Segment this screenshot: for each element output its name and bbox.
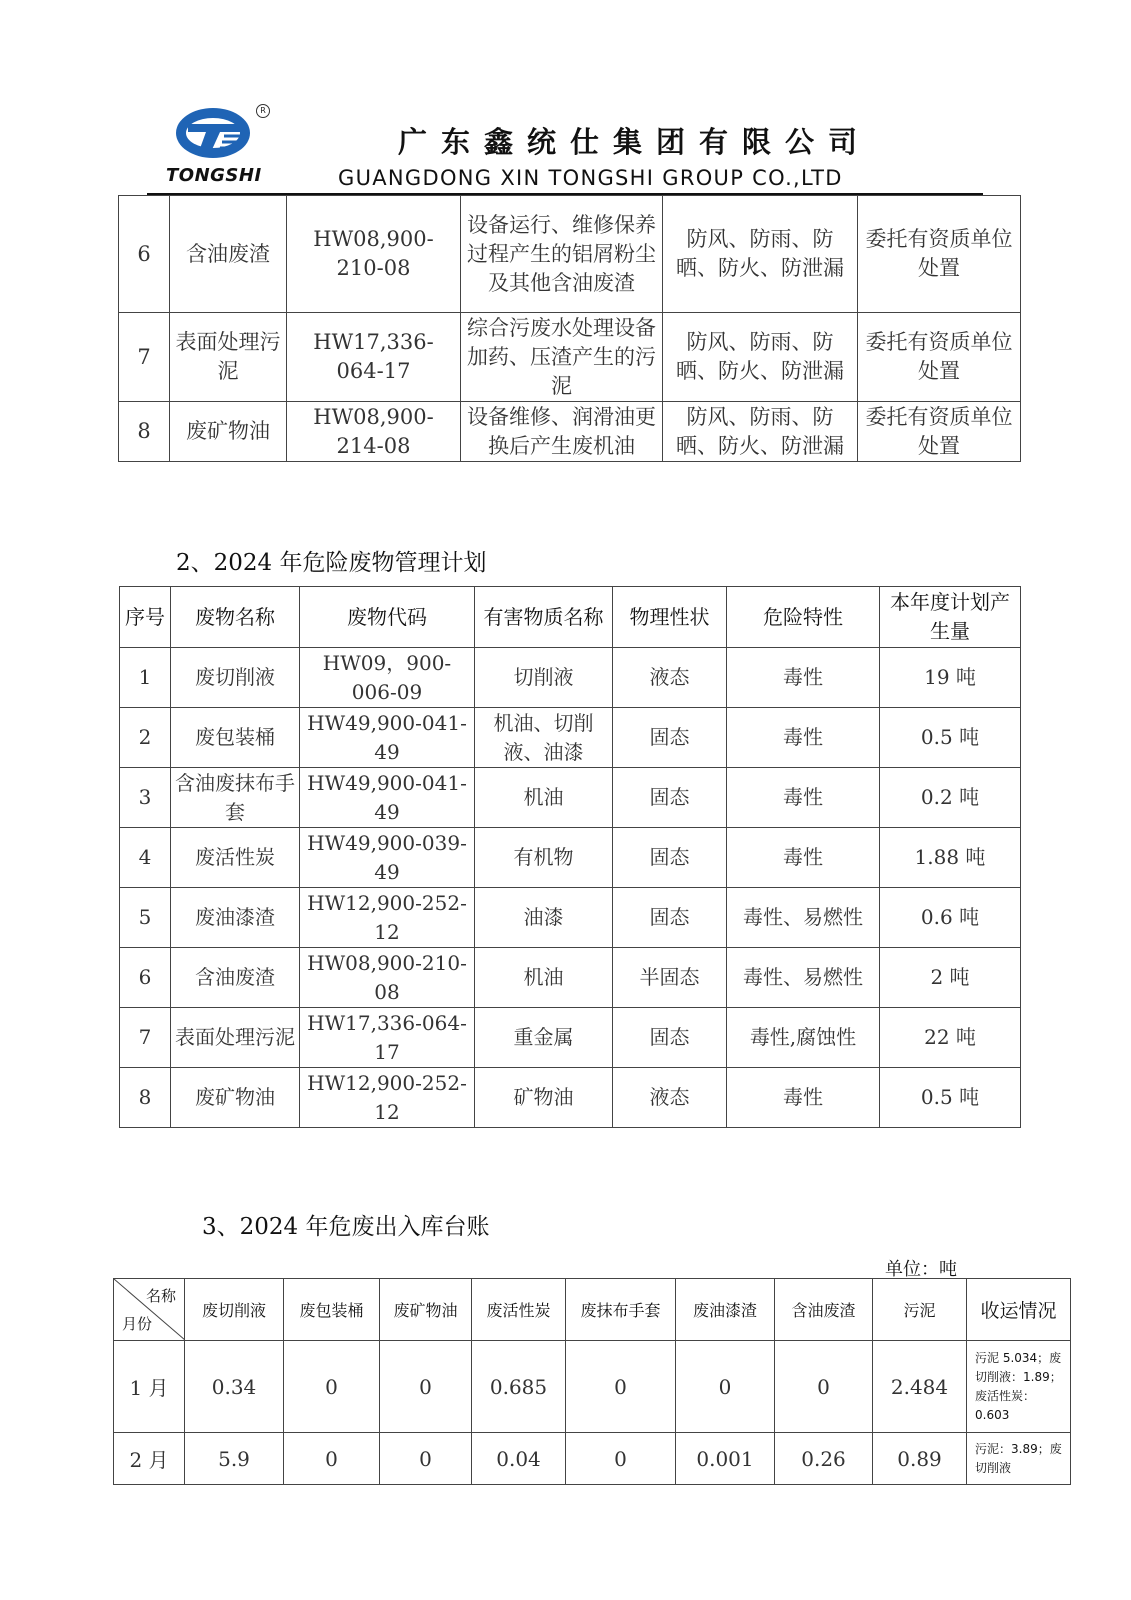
- table-row: [120, 1068, 1021, 1128]
- corner-label-month: 月份: [122, 1315, 153, 1333]
- physical-state: 固态: [613, 828, 727, 888]
- hazard-property: 毒性、易燃性: [727, 888, 880, 948]
- row-number: 7: [120, 1008, 171, 1068]
- col-header: 有害物质名称: [475, 587, 613, 648]
- col-header: 收运情况: [967, 1279, 1071, 1341]
- planned-amount: 1.88 吨: [880, 828, 1021, 888]
- col-header: 废油漆渣: [676, 1279, 775, 1341]
- waste-name: 废包装桶: [171, 708, 300, 768]
- unit-label: 单位：吨: [885, 1259, 957, 1280]
- registered-mark: R: [256, 104, 270, 118]
- hazard-property: 毒性: [727, 1068, 880, 1128]
- row-number: 3: [120, 768, 171, 828]
- table-row: [120, 948, 1021, 1008]
- amount-cell: 0.001: [676, 1433, 775, 1485]
- disposal-method: 委托有资质单位处置: [858, 196, 1021, 313]
- waste-code: HW17,336-064-17: [287, 313, 461, 402]
- table-row: [119, 313, 1021, 402]
- table-row: [120, 828, 1021, 888]
- section-2-title: 2、2024 年危险废物管理计划: [176, 550, 487, 576]
- planned-amount: 0.2 吨: [880, 768, 1021, 828]
- row-number: 6: [119, 196, 170, 313]
- waste-name: 表面处理污泥: [171, 1008, 300, 1068]
- hazardous-substance: 重金属: [475, 1008, 613, 1068]
- col-header: 本年度计划产生量: [880, 587, 1021, 648]
- waste-name: 废切削液: [171, 648, 300, 708]
- table-row: [120, 1008, 1021, 1068]
- disposal-method: 委托有资质单位处置: [858, 402, 1021, 462]
- amount-cell: 0.685: [472, 1341, 566, 1433]
- waste-code: HW12,900-252-12: [300, 1068, 475, 1128]
- amount-cell: 0: [775, 1341, 873, 1433]
- hazard-property: 毒性、易燃性: [727, 948, 880, 1008]
- hazardous-substance: 切削液: [475, 648, 613, 708]
- table-row: [114, 1433, 1071, 1485]
- row-number: 2: [120, 708, 171, 768]
- col-header: 废抹布手套: [566, 1279, 676, 1341]
- planned-amount: 0.6 吨: [880, 888, 1021, 948]
- table-row: [119, 402, 1021, 462]
- storage-measures: 防风、防雨、防晒、防火、防泄漏: [663, 313, 858, 402]
- table-row: [119, 196, 1021, 313]
- planned-amount: 22 吨: [880, 1008, 1021, 1068]
- amount-cell: 0.04: [472, 1433, 566, 1485]
- table-row: [120, 768, 1021, 828]
- brand-name: TONGSHI: [166, 165, 262, 186]
- amount-cell: 0.34: [185, 1341, 284, 1433]
- col-header: 废物代码: [300, 587, 475, 648]
- waste-code: HW49,900-041-49: [300, 708, 475, 768]
- collection-note: 污泥：3.89；废切削液: [967, 1433, 1071, 1485]
- amount-cell: 0: [284, 1433, 380, 1485]
- hazard-property: 毒性,腐蚀性: [727, 1008, 880, 1068]
- hazard-property: 毒性: [727, 828, 880, 888]
- row-number: 8: [120, 1068, 171, 1128]
- waste-name: 废活性炭: [171, 828, 300, 888]
- disposal-method: 委托有资质单位处置: [858, 313, 1021, 402]
- physical-state: 半固态: [613, 948, 727, 1008]
- waste-code: HW09，900-006-09: [300, 648, 475, 708]
- collection-note: 污泥 5.034；废切削液：1.89；废活性炭：0.603: [967, 1341, 1071, 1433]
- inventory-ledger-table: [113, 1278, 1071, 1485]
- amount-cell: 0: [566, 1341, 676, 1433]
- waste-name: 含油废抹布手套: [171, 768, 300, 828]
- hazard-property: 毒性: [727, 708, 880, 768]
- row-number: 6: [120, 948, 171, 1008]
- col-header: 废活性炭: [472, 1279, 566, 1341]
- row-number: 4: [120, 828, 171, 888]
- waste-name: 废油漆渣: [171, 888, 300, 948]
- physical-state: 固态: [613, 708, 727, 768]
- planned-amount: 0.5 吨: [880, 708, 1021, 768]
- col-header: 废矿物油: [380, 1279, 472, 1341]
- hazardous-substance: 机油: [475, 768, 613, 828]
- waste-code: HW08,900-210-08: [287, 196, 461, 313]
- amount-cell: 0.26: [775, 1433, 873, 1485]
- table-row: [120, 888, 1021, 948]
- waste-name: 废矿物油: [170, 402, 287, 462]
- waste-code: HW49,900-039-49: [300, 828, 475, 888]
- waste-name: 废矿物油: [171, 1068, 300, 1128]
- hazardous-substance: 机油、切削液、油漆: [475, 708, 613, 768]
- company-name-en: GUANGDONG XIN TONGSHI GROUP CO.,LTD: [338, 166, 843, 190]
- col-header: 含油废渣: [775, 1279, 873, 1341]
- waste-name: 含油废渣: [170, 196, 287, 313]
- planned-amount: 19 吨: [880, 648, 1021, 708]
- row-number: 1: [120, 648, 171, 708]
- col-header: 序号: [120, 587, 171, 648]
- section-3-title: 3、2024 年危废出入库台账: [202, 1214, 490, 1240]
- hazard-property: 毒性: [727, 648, 880, 708]
- waste-name: 含油废渣: [171, 948, 300, 1008]
- waste-source: 设备运行、维修保养过程产生的铝屑粉尘及其他含油废渣: [461, 196, 663, 313]
- planned-amount: 2 吨: [880, 948, 1021, 1008]
- waste-code: HW49,900-041-49: [300, 768, 475, 828]
- corner-label-name: 名称: [145, 1287, 176, 1305]
- row-number: 5: [120, 888, 171, 948]
- amount-cell: 0: [380, 1433, 472, 1485]
- col-header: 危险特性: [727, 587, 880, 648]
- hazardous-substance: 机油: [475, 948, 613, 1008]
- waste-code: HW17,336-064-17: [300, 1008, 475, 1068]
- waste-source-table: [118, 195, 1021, 462]
- physical-state: 固态: [613, 888, 727, 948]
- col-header: 污泥: [873, 1279, 967, 1341]
- waste-code: HW08,900-210-08: [300, 948, 475, 1008]
- table-header-row: [114, 1279, 1071, 1341]
- physical-state: 液态: [613, 648, 727, 708]
- table-row: [120, 648, 1021, 708]
- waste-source: 设备维修、润滑油更换后产生废机油: [461, 402, 663, 462]
- col-header: 废包装桶: [284, 1279, 380, 1341]
- amount-cell: 0: [284, 1341, 380, 1433]
- hazard-property: 毒性: [727, 768, 880, 828]
- hazardous-substance: 有机物: [475, 828, 613, 888]
- amount-cell: 2.484: [873, 1341, 967, 1433]
- row-number: 7: [119, 313, 170, 402]
- month-cell: 1 月: [114, 1341, 185, 1433]
- amount-cell: 0: [380, 1341, 472, 1433]
- amount-cell: 0.89: [873, 1433, 967, 1485]
- col-header: 物理性状: [613, 587, 727, 648]
- waste-code: HW12,900-252-12: [300, 888, 475, 948]
- amount-cell: 0: [676, 1341, 775, 1433]
- month-cell: 2 月: [114, 1433, 185, 1485]
- planned-amount: 0.5 吨: [880, 1068, 1021, 1128]
- waste-plan-table: [119, 586, 1021, 1128]
- hazardous-substance: 油漆: [475, 888, 613, 948]
- hazardous-substance: 矿物油: [475, 1068, 613, 1128]
- company-name-cn: 广东鑫统仕集团有限公司: [398, 125, 872, 159]
- storage-measures: 防风、防雨、防晒、防火、防泄漏: [663, 402, 858, 462]
- waste-code: HW08,900-214-08: [287, 402, 461, 462]
- physical-state: 固态: [613, 768, 727, 828]
- waste-name: 表面处理污泥: [170, 313, 287, 402]
- amount-cell: 0: [566, 1433, 676, 1485]
- corner-header: [114, 1279, 185, 1341]
- table-row: [114, 1341, 1071, 1433]
- table-row: [120, 708, 1021, 768]
- storage-measures: 防风、防雨、防晒、防火、防泄漏: [663, 196, 858, 313]
- physical-state: 固态: [613, 1008, 727, 1068]
- col-header: 废切削液: [185, 1279, 284, 1341]
- waste-source: 综合污废水处理设备加药、压渣产生的污泥: [461, 313, 663, 402]
- physical-state: 液态: [613, 1068, 727, 1128]
- col-header: 废物名称: [171, 587, 300, 648]
- table-header-row: [120, 587, 1021, 648]
- amount-cell: 5.9: [185, 1433, 284, 1485]
- row-number: 8: [119, 402, 170, 462]
